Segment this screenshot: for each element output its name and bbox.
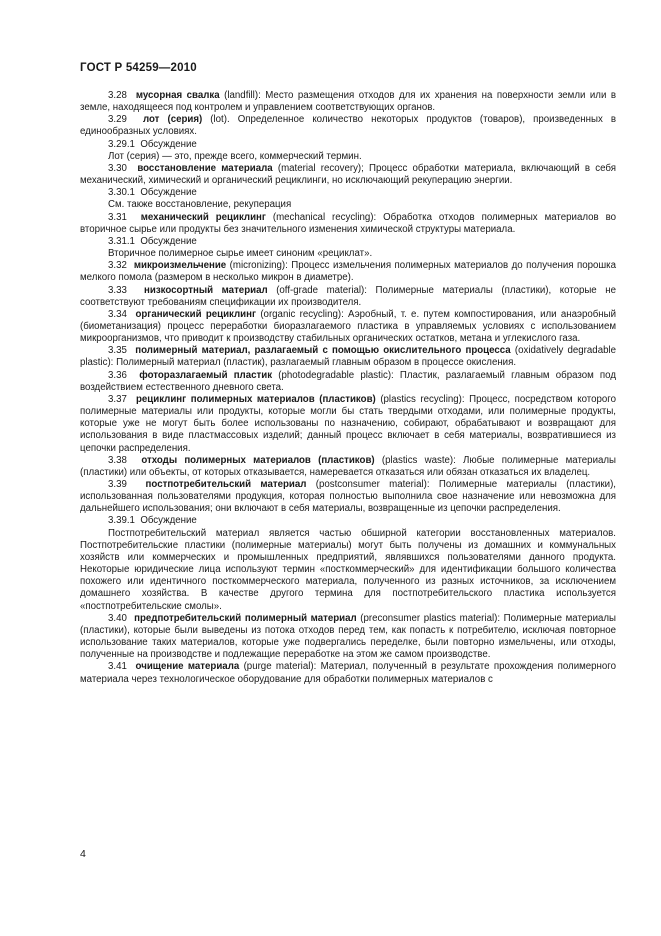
document-body [80, 90, 616, 686]
definition-text: (photodegradable plastic): Пластик, разлагаемый главным образом под воздействием естественного дневного света. [80, 369, 617, 393]
paragraph [80, 370, 616, 394]
term: микроизмельчение [133, 260, 227, 272]
clause-number: 3.28 [108, 90, 127, 101]
term: предпотребительский полимерный материал [134, 612, 357, 624]
paragraph [80, 114, 616, 138]
document-header: ГОСТ Р 54259—2010 [80, 62, 197, 74]
term: механический рециклинг [140, 211, 266, 223]
paragraph [80, 285, 616, 309]
clause-number: 3.39.1 [108, 515, 135, 527]
paragraph [80, 613, 616, 662]
definition-text: (oxidatively degradable plastic): Полимерный материал (пластик), разлагаемый главным образом в процессе окисления. [80, 345, 617, 369]
term: низкосортный материал [144, 284, 268, 296]
paragraph [80, 260, 616, 284]
paragraph [80, 528, 616, 613]
clause-number: 3.33 [108, 284, 127, 296]
clause-number: 3.31 [108, 211, 127, 223]
clause-number: 3.35 [108, 345, 127, 357]
paragraph [80, 212, 616, 236]
definition-text: Обсуждение [140, 138, 197, 150]
clause-number: 3.29 [108, 114, 127, 126]
clause-number: 3.32 [108, 260, 127, 272]
paragraph [80, 199, 616, 211]
definition-text: (purge material): Материал, полученный в результате прохождения полимерного материала через технологическое оборудование для обработки полимерных материалов с [80, 661, 616, 685]
term: рециклинг полимерных материалов (пластиков) [136, 393, 376, 405]
clause-number: 3.40 [108, 612, 127, 624]
term: восстановление материала [137, 162, 273, 174]
definition-text: Обсуждение [140, 515, 197, 527]
paragraph [80, 163, 616, 187]
definition-text: См. также восстановление, рекуперация [108, 199, 292, 211]
definition-text: (postconsumer material): Полимерные материалы (пластики), использованная пользователями продукция, которая полностью выполнила свое назначение или невозможна для дальнейшего использования; они включают в себя материалы, возвращенные из цепочки распределения. [80, 479, 616, 515]
term: лот (серия) [142, 114, 203, 126]
term: органический рециклинг [135, 308, 257, 320]
definition-text: (plastics waste): Любые полимерные материалы (пластики) или объекты, от которых отказывается, намеревается отказаться или обязан отказаться их владелец. [80, 454, 616, 478]
paragraph [80, 394, 616, 455]
definition-text: (micronizing): Процесс измельчения полимерных материалов до получения порошка мелкого помола (размером в несколько микрон в диаметре). [80, 260, 616, 284]
term: мусорная свалка [135, 90, 220, 101]
clause-number: 3.37 [108, 393, 127, 405]
clause-number: 3.38 [108, 454, 127, 466]
definition-text: (material recovery); Процесс обработки материала, включающий в себя механический, химический и органический рециклинги, но исключающий рекуперацию энергии. [80, 162, 616, 187]
term: фоторазлагаемый пластик [139, 369, 273, 381]
definition-text: Постпотребительский материал является частью обширной категории восстановленных материалов. Постпотребительские пластики (полимерные материалы) могут быть получены из домашних и коммунальных хозяйств или коммерческих и промышленных предприятий, являвшихся пользователями данного продукта. Некоторые юридические лица используют термин «посткоммерческий» для идентификации большого количества похожего или идентичного посткоммерческого материала, полученного из разных источников, за исключением домашнего хозяйства. В качестве другого термина для постпотребительского пластика используется «постпотребительские смолы». [80, 527, 616, 612]
paragraph [80, 90, 616, 114]
paragraph [80, 479, 616, 515]
paragraph [80, 139, 616, 151]
definition-text: (plastics recycling): Процесс, посредством которого полимерные материалы или продукты, которые могли бы стать твердыми отходами, или полимерные продукты, которые уже не могут быть более использованы по назначению, собирают, обрабатывают и возвращают для использования в виде пластмассовых изделий; данный процесс включает в себя материалы, возвратившиеся из цепочки распределения. [80, 393, 616, 454]
definition-text: Вторичное полимерное сырье имеет синоним «рециклат». [108, 248, 373, 260]
paragraph [80, 661, 616, 685]
page-number: 4 [80, 848, 86, 860]
paragraph [80, 515, 616, 527]
clause-number: 3.36 [108, 369, 127, 381]
definition-text: (off-grade material): Полимерные материалы (пластики), которые не соответствуют требованиям спецификации их производителя. [80, 284, 617, 308]
clause-number: 3.41 [108, 661, 127, 673]
definition-text: (lot). Определенное количество некоторых продуктов (товаров), произведенных в единообразных условиях. [80, 114, 616, 138]
paragraph [80, 345, 616, 369]
term: постпотребительский материал [145, 479, 307, 490]
term: полимерный материал, разлагаемый с помощью окислительного процесса [135, 345, 511, 357]
clause-number: 3.29.1 [108, 138, 135, 150]
paragraph [80, 248, 616, 260]
definition-text: (mechanical recycling): Обработка отходов полимерных материалов во вторичное сырье или продукты без значительного изменения химической структуры материала. [80, 211, 616, 235]
paragraph [80, 236, 616, 248]
term: очищение материала [135, 661, 240, 673]
term: отходы полимерных материалов (пластиков) [141, 454, 375, 466]
clause-number: 3.30.1 [108, 187, 135, 199]
paragraph [80, 455, 616, 479]
clause-number: 3.34 [108, 308, 127, 320]
paragraph [80, 309, 616, 345]
definition-text: (organic recycling): Аэробный, т. е. путем компостирования, или анаэробный (биометанизация) процесс переработки биоразлагаемого пластика в управляемых условиях с использованием микроорганизмов, что приводит к производству стабильных органических остатков, метана и углекислого газа. [80, 308, 616, 345]
definition-text: Лот (серия) — это, прежде всего, коммерческий термин. [108, 150, 362, 162]
clause-number: 3.39 [108, 479, 127, 490]
definition-text: (landfill): Место размещения отходов для их хранения на поверхности земли или в земле, находящееся под контролем и управлением соответствующих органов. [80, 90, 617, 114]
definition-text: Обсуждение [140, 187, 197, 199]
definition-text: (preconsumer plastics material): Полимерные материалы (пластики), которые были выведены из потока отходов перед тем, как попасть к потребителю, исключая повторное использование таких материалов, которые уже подвергались переделке, были повторно измельчены, или отходы, полученные на производстве и подлежащие переработке на этом же самом производстве. [80, 612, 616, 661]
clause-number: 3.30 [108, 162, 127, 174]
clause-number: 3.31.1 [108, 235, 135, 247]
paragraph [80, 151, 616, 163]
definition-text: Обсуждение [140, 235, 197, 247]
paragraph [80, 187, 616, 199]
